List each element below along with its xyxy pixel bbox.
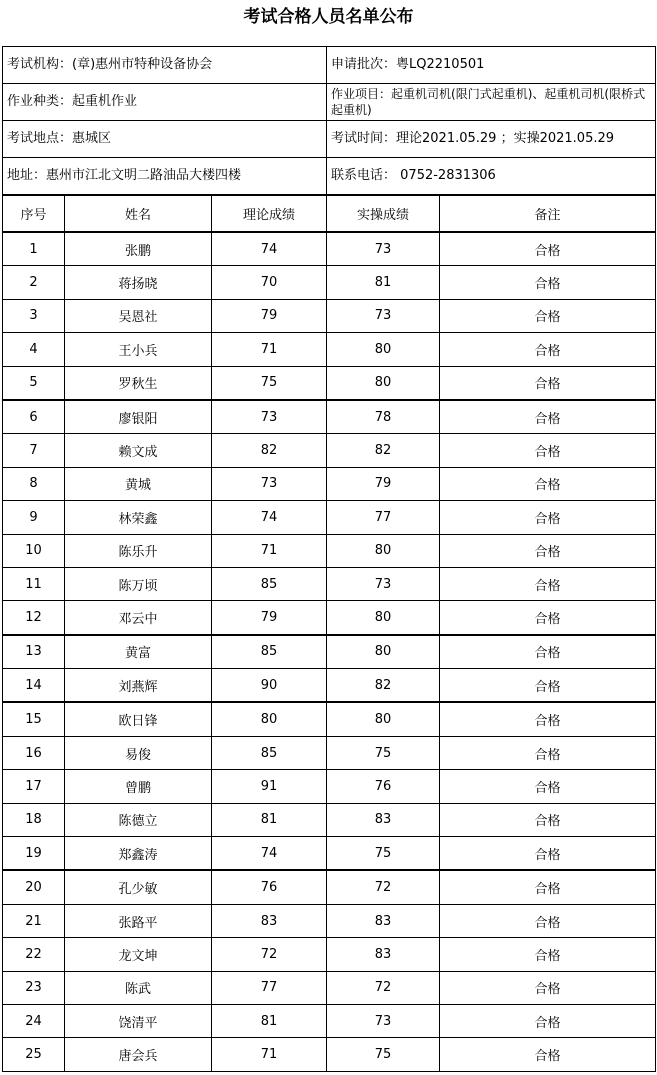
header-seq: 序号 [3,195,65,232]
remark-cell: 合格 [440,635,656,669]
page-title: 考试合格人员名单公布 [243,7,414,27]
info-row-location [3,121,656,158]
seq-cell: 13 [3,635,65,669]
practical-score-cell: 76 [327,770,440,803]
practical-score-cell: 83 [327,938,440,971]
theory-score-cell: 74 [212,837,327,871]
name-cell: 龙文坤 [65,938,212,971]
table-row [3,601,656,635]
header-remark: 备注 [440,195,656,232]
practical-score-cell: 82 [327,669,440,703]
seq-cell: 9 [3,501,65,534]
theory-score-cell: 83 [212,904,327,937]
name-cell: 黄城 [65,467,212,500]
theory-score-cell: 71 [212,1038,327,1071]
table-row [3,467,656,500]
name-cell: 陈乐升 [65,534,212,567]
address-cell: 地址：惠州市江北文明二路油品大楼四楼 [3,158,327,196]
name-cell: 欧日锋 [65,702,212,736]
table-row [3,971,656,1004]
practical-score-cell: 83 [327,803,440,836]
seq-cell: 2 [3,266,65,299]
seq-cell: 6 [3,400,65,434]
approval-cell: 申请批次：粤LQ2210501 [327,47,656,84]
name-cell: 王小兵 [65,333,212,366]
theory-score-cell: 81 [212,1004,327,1037]
name-cell: 黄富 [65,635,212,669]
theory-score-cell: 79 [212,601,327,635]
seq-cell: 7 [3,434,65,467]
remark-cell: 合格 [440,501,656,534]
theory-score-cell: 71 [212,333,327,366]
name-cell: 孔少敏 [65,870,212,904]
seq-cell: 21 [3,904,65,937]
table-row [3,400,656,434]
theory-score-cell: 75 [212,366,327,400]
remark-cell: 合格 [440,736,656,769]
table-row [3,567,656,600]
remark-cell: 合格 [440,567,656,600]
name-cell: 林荣鑫 [65,501,212,534]
practical-score-cell: 80 [327,702,440,736]
name-cell: 廖银阳 [65,400,212,434]
practical-score-cell: 75 [327,736,440,769]
practical-score-cell: 73 [327,299,440,332]
work-items-cell: 作业项目：起重机司机(限门式起重机)、起重机司机(限桥式起重机) [327,84,656,121]
work-type-cell: 作业种类：起重机作业 [3,84,327,121]
practical-score-cell: 75 [327,1038,440,1071]
practical-score-cell: 79 [327,467,440,500]
remark-cell: 合格 [440,434,656,467]
name-cell: 张鹏 [65,232,212,266]
seq-cell: 19 [3,837,65,871]
institution-cell: 考试机构：(章)惠州市特种设备协会 [3,47,327,84]
seq-cell: 4 [3,333,65,366]
remark-cell: 合格 [440,702,656,736]
name-cell: 郑鑫涛 [65,837,212,871]
remark-cell: 合格 [440,837,656,871]
header-name: 姓名 [65,195,212,232]
theory-score-cell: 77 [212,971,327,1004]
practical-score-cell: 72 [327,870,440,904]
phone-cell: 联系电话： 0752-2831306 [327,158,656,196]
seq-cell: 8 [3,467,65,500]
theory-score-cell: 90 [212,669,327,703]
remark-cell: 合格 [440,770,656,803]
practical-score-cell: 81 [327,266,440,299]
practical-score-cell: 83 [327,904,440,937]
table-row [3,501,656,534]
info-row-address [3,158,656,196]
name-cell: 饶清平 [65,1004,212,1037]
remark-cell: 合格 [440,904,656,937]
remark-cell: 合格 [440,870,656,904]
table-row [3,266,656,299]
table-row [3,702,656,736]
seq-cell: 11 [3,567,65,600]
name-cell: 赖文成 [65,434,212,467]
table-row [3,938,656,971]
name-cell: 刘燕辉 [65,669,212,703]
name-cell: 张路平 [65,904,212,937]
practical-score-cell: 72 [327,971,440,1004]
name-cell: 易俊 [65,736,212,769]
name-cell: 陈万顷 [65,567,212,600]
remark-cell: 合格 [440,601,656,635]
table-row [3,770,656,803]
seq-cell: 10 [3,534,65,567]
practical-score-cell: 80 [327,366,440,400]
seq-cell: 18 [3,803,65,836]
name-cell: 陈德立 [65,803,212,836]
table-row [3,837,656,871]
seq-cell: 20 [3,870,65,904]
table-row [3,904,656,937]
name-cell: 邓云中 [65,601,212,635]
header-theory: 理论成绩 [212,195,327,232]
practical-score-cell: 73 [327,567,440,600]
table-row [3,736,656,769]
name-cell: 蒋扬晓 [65,266,212,299]
theory-score-cell: 80 [212,702,327,736]
remark-cell: 合格 [440,1004,656,1037]
seq-cell: 1 [3,232,65,266]
info-row-institution [3,47,656,84]
seq-cell: 17 [3,770,65,803]
remark-cell: 合格 [440,803,656,836]
header-practical: 实操成绩 [327,195,440,232]
theory-score-cell: 82 [212,434,327,467]
name-cell: 陈武 [65,971,212,1004]
seq-cell: 16 [3,736,65,769]
theory-score-cell: 85 [212,567,327,600]
remark-cell: 合格 [440,669,656,703]
table-row [3,434,656,467]
table-header-row [3,195,656,232]
practical-score-cell: 73 [327,1004,440,1037]
table-row [3,534,656,567]
theory-score-cell: 73 [212,400,327,434]
practical-score-cell: 77 [327,501,440,534]
seq-cell: 15 [3,702,65,736]
info-row-work [3,84,656,121]
remark-cell: 合格 [440,400,656,434]
seq-cell: 24 [3,1004,65,1037]
seq-cell: 5 [3,366,65,400]
remark-cell: 合格 [440,266,656,299]
practical-score-cell: 82 [327,434,440,467]
results-table [2,46,656,1072]
practical-score-cell: 78 [327,400,440,434]
table-row [3,870,656,904]
theory-score-cell: 74 [212,501,327,534]
theory-score-cell: 70 [212,266,327,299]
remark-cell: 合格 [440,366,656,400]
theory-score-cell: 71 [212,534,327,567]
theory-score-cell: 79 [212,299,327,332]
name-cell: 吴恩社 [65,299,212,332]
seq-cell: 3 [3,299,65,332]
theory-score-cell: 85 [212,736,327,769]
practical-score-cell: 80 [327,333,440,366]
seq-cell: 12 [3,601,65,635]
remark-cell: 合格 [440,534,656,567]
table-row [3,366,656,400]
name-cell: 曾鹏 [65,770,212,803]
practical-score-cell: 73 [327,232,440,266]
table-row [3,299,656,332]
remark-cell: 合格 [440,1038,656,1071]
name-cell: 罗秋生 [65,366,212,400]
theory-score-cell: 81 [212,803,327,836]
seq-cell: 23 [3,971,65,1004]
theory-score-cell: 74 [212,232,327,266]
practical-score-cell: 80 [327,635,440,669]
name-cell: 唐会兵 [65,1038,212,1071]
table-row [3,669,656,703]
theory-score-cell: 91 [212,770,327,803]
remark-cell: 合格 [440,467,656,500]
table-row [3,803,656,836]
seq-cell: 25 [3,1038,65,1071]
exam-time-cell: 考试时间：理论2021.05.29 ；实操2021.05.29 [327,121,656,158]
theory-score-cell: 85 [212,635,327,669]
table-row [3,333,656,366]
seq-cell: 22 [3,938,65,971]
seq-cell: 14 [3,669,65,703]
table-row [3,1038,656,1071]
location-cell: 考试地点：惠城区 [3,121,327,158]
theory-score-cell: 72 [212,938,327,971]
remark-cell: 合格 [440,299,656,332]
practical-score-cell: 80 [327,601,440,635]
theory-score-cell: 76 [212,870,327,904]
table-row [3,635,656,669]
remark-cell: 合格 [440,333,656,366]
remark-cell: 合格 [440,971,656,1004]
practical-score-cell: 80 [327,534,440,567]
remark-cell: 合格 [440,232,656,266]
remark-cell: 合格 [440,938,656,971]
table-row [3,1004,656,1037]
practical-score-cell: 75 [327,837,440,871]
theory-score-cell: 73 [212,467,327,500]
table-row [3,232,656,266]
